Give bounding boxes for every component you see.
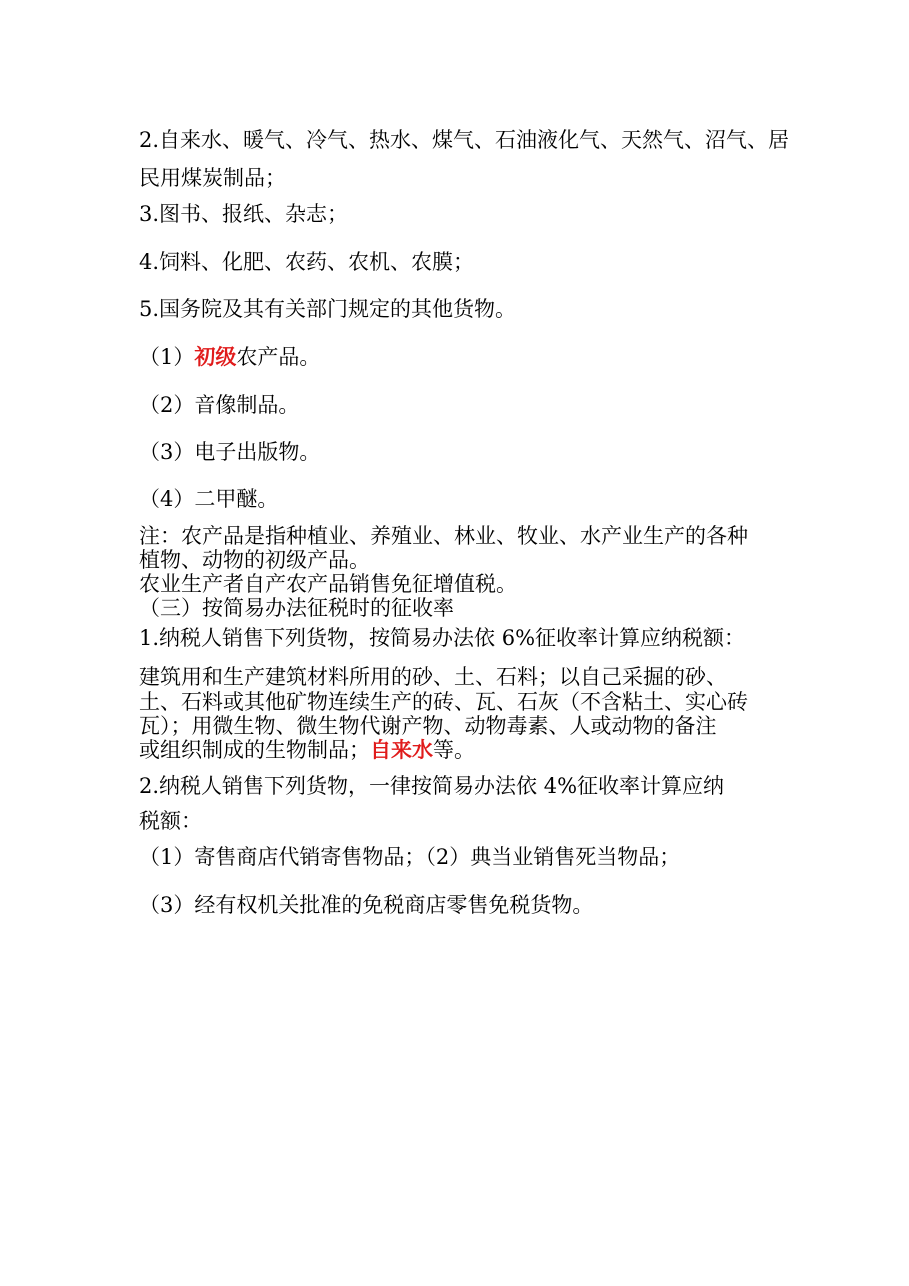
text-line: 2.自来水、暖气、冷气、热水、煤气、石油液化气、天然气、沼气、居 (139, 128, 790, 152)
text-line: 2.纳税人销售下列货物，一律按简易办法依 4%征收率计算应纳 (139, 774, 725, 798)
list-item-text: 农产品。 (236, 345, 321, 369)
text-line: 土、石料或其他矿物连续生产的砖、瓦、石灰（不含粘土、实心砖 (139, 690, 748, 714)
highlight-text: 自来水 (370, 738, 433, 762)
text-segment: 等。 (433, 738, 475, 762)
text-line: 税额： (139, 809, 202, 833)
text-line: （2）音像制品。 (139, 393, 300, 417)
text-line: 民用煤炭制品； (139, 166, 286, 190)
text-segment: 或组织制成的生物制品； (139, 738, 370, 762)
text-line: 3.图书、报纸、杂志； (139, 202, 349, 226)
highlight-text: 初级 (194, 345, 237, 369)
list-item-number: （1） (139, 345, 195, 369)
text-line-bio-products (139, 738, 779, 763)
text-line: （3）经有权机关批准的免税商店零售免税货物。 (139, 893, 594, 917)
section-heading: （三）按简易办法征税时的征收率 (139, 596, 454, 620)
text-line: 农业生产者自产农产品销售免征增值税。 (139, 572, 517, 596)
text-line: 注：农产品是指种植业、养殖业、林业、牧业、水产业生产的各种 (139, 524, 748, 548)
text-line: 瓦）；用微生物、微生物代谢产物、动物毒素、人或动物的备注 (139, 714, 717, 738)
text-line: （1）寄售商店代销寄售物品；（2）典当业销售死当物品； (139, 845, 681, 869)
text-line: （3）电子出版物。 (139, 440, 321, 464)
text-line: 5.国务院及其有关部门规定的其他货物。 (139, 297, 517, 321)
text-line: 1.纳税人销售下列货物，按简易办法依 6%征收率计算应纳税额： (139, 626, 746, 650)
text-line: 建筑用和生产建筑材料所用的砂、土、石料；以自己采掘的砂、 (139, 665, 727, 689)
text-line: （4）二甲醚。 (139, 487, 279, 511)
list-item-primary-agri (139, 345, 779, 370)
text-line: 植物、动物的初级产品。 (139, 548, 370, 572)
text-line: 4.饲料、化肥、农药、农机、农膜； (139, 250, 475, 274)
